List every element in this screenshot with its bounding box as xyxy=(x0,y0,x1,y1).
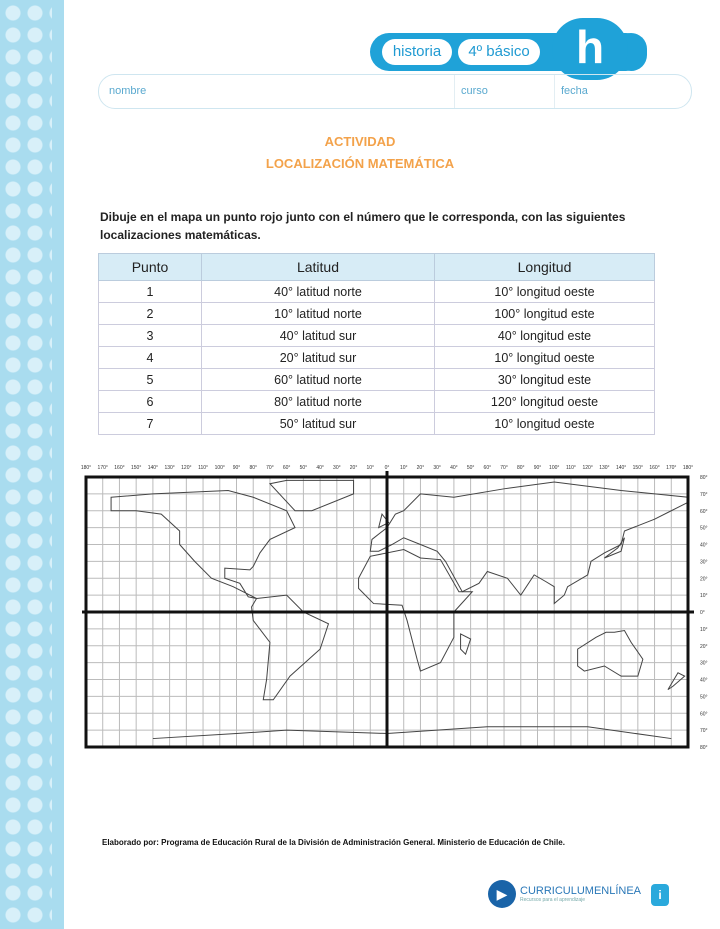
cell-point: 2 xyxy=(99,303,202,325)
longitude-label: 180° xyxy=(682,465,694,471)
cell-longitude: 10° longitud oeste xyxy=(435,281,655,303)
longitude-label: 20° xyxy=(416,465,425,471)
cell-latitude: 40° latitud norte xyxy=(202,281,435,303)
divider xyxy=(454,75,455,108)
table-row xyxy=(99,325,655,347)
cell-latitude: 80° latitud norte xyxy=(202,391,435,413)
cell-point: 1 xyxy=(99,281,202,303)
latitude-label: 20° xyxy=(700,576,708,583)
cell-latitude: 10° latitud norte xyxy=(202,303,435,325)
latitude-label: 0° xyxy=(700,610,705,616)
longitude-label: 40° xyxy=(450,465,458,471)
longitude-label: 50° xyxy=(299,465,308,471)
greenland-outline xyxy=(270,480,354,510)
cell-latitude: 40° latitud sur xyxy=(202,325,435,347)
africa-outline xyxy=(359,550,473,672)
latitude-label: 10° xyxy=(700,626,708,633)
date-field-label: fecha xyxy=(561,85,588,97)
logo-name: CURRICULUMENLÍNEA xyxy=(520,885,642,897)
longitude-label: 100° xyxy=(549,465,560,471)
latitude-label: 40° xyxy=(700,677,708,684)
longitude-label: 90° xyxy=(232,465,241,471)
new-zealand-outline xyxy=(668,673,685,690)
divider xyxy=(554,75,555,108)
latitude-label: 30° xyxy=(700,559,708,566)
header-punto: Punto xyxy=(99,254,202,281)
longitude-label: 70° xyxy=(266,465,274,471)
cell-latitude: 20° latitud sur xyxy=(202,347,435,369)
cell-point: 5 xyxy=(99,369,202,391)
logo-tagline: Recursos para el aprendizaje xyxy=(520,897,586,903)
header-latitud: Latitud xyxy=(202,254,435,281)
longitude-label: 60° xyxy=(282,465,291,471)
longitude-label: 30° xyxy=(333,465,341,471)
latitude-label: 80° xyxy=(700,475,708,481)
table-row xyxy=(99,347,655,369)
longitude-label: 170° xyxy=(97,465,108,471)
longitude-label: 30° xyxy=(433,465,441,471)
latitude-label: 30° xyxy=(700,660,708,667)
cell-latitude: 60° latitud norte xyxy=(202,369,435,391)
longitude-label: 100° xyxy=(214,465,225,471)
cell-longitude: 40° longitud este xyxy=(435,325,655,347)
instructions-text: Dibuje en el mapa un punto rojo junto con el número que le corresponda, con las siguientes localizaciones matemáticas. xyxy=(100,210,626,242)
longitude-label: 90° xyxy=(533,465,542,471)
latitude-label: 80° xyxy=(700,745,708,751)
cell-latitude: 50° latitud sur xyxy=(202,413,435,435)
cell-point: 3 xyxy=(99,325,202,347)
header-longitud: Longitud xyxy=(435,254,655,281)
activity-title: ACTIVIDAD xyxy=(324,134,396,149)
play-icon: ▶ xyxy=(488,880,516,908)
latitude-label: 20° xyxy=(700,643,708,650)
cell-longitude: 10° longitud oeste xyxy=(435,347,655,369)
longitude-label: 20° xyxy=(349,465,358,471)
name-field-label: nombre xyxy=(109,85,147,97)
subject-pill: historia xyxy=(382,39,452,65)
longitude-label: 80° xyxy=(516,465,525,471)
latitude-label: 60° xyxy=(700,508,708,515)
latitude-label: 60° xyxy=(700,711,708,718)
cell-longitude: 30° longitud este xyxy=(435,369,655,391)
cell-longitude: 100° longitud este xyxy=(435,303,655,325)
longitude-label: 170° xyxy=(666,465,677,471)
curriculum-logo xyxy=(488,880,641,908)
longitude-label: 10° xyxy=(399,465,408,471)
longitude-label: 160° xyxy=(114,465,125,471)
longitude-label: 10° xyxy=(366,465,375,471)
activity-subtitle: LOCALIZACIÓN MATEMÁTICA xyxy=(265,156,455,171)
coordinates-table xyxy=(98,253,655,435)
longitude-label: 160° xyxy=(649,465,660,471)
footer-credit: Elaborado por: Programa de Educación Rural de la División de Administración General. Ministerio de Educación de Chile. xyxy=(102,838,565,847)
latitude-label: 50° xyxy=(700,525,708,532)
longitude-label: 110° xyxy=(565,465,576,471)
longitude-label: 150° xyxy=(632,465,644,471)
longitude-label: 70° xyxy=(500,465,508,471)
cell-longitude: 120° longitud oeste xyxy=(435,391,655,413)
longitude-label: 140° xyxy=(147,465,159,471)
longitude-label: 40° xyxy=(316,465,324,471)
longitude-label: 140° xyxy=(615,465,627,471)
table-row xyxy=(99,303,655,325)
longitude-label: 150° xyxy=(130,465,142,471)
longitude-label: 120° xyxy=(582,465,593,471)
longitude-label: 120° xyxy=(181,465,192,471)
student-info-bar xyxy=(98,74,692,109)
longitude-label: 60° xyxy=(483,465,492,471)
cell-point: 6 xyxy=(99,391,202,413)
grade-pill: 4º básico xyxy=(458,39,540,65)
course-field-label: curso xyxy=(461,85,488,97)
latitude-label: 50° xyxy=(700,694,708,701)
cell-point: 7 xyxy=(99,413,202,435)
longitude-label: 180° xyxy=(80,465,92,471)
table-row xyxy=(99,281,655,303)
cell-longitude: 10° longitud oeste xyxy=(435,413,655,435)
madagascar-outline xyxy=(461,634,471,654)
antarctica-outline xyxy=(153,727,671,739)
info-badge-icon: i xyxy=(651,884,669,906)
cell-point: 4 xyxy=(99,347,202,369)
table-row xyxy=(99,369,655,391)
table-row xyxy=(99,413,655,435)
longitude-label: 110° xyxy=(198,465,209,471)
latitude-label: 10° xyxy=(700,593,708,600)
longitude-label: 0° xyxy=(384,465,390,471)
latitude-label: 70° xyxy=(700,728,708,735)
longitude-label: 80° xyxy=(249,465,258,471)
eurasia-outline xyxy=(370,482,688,604)
world-map-grid xyxy=(80,458,710,758)
latitude-label: 70° xyxy=(700,491,708,498)
latitude-label: 40° xyxy=(700,542,708,549)
subject-letter-logo: h xyxy=(552,18,628,80)
longitude-label: 50° xyxy=(466,465,475,471)
longitude-label: 130° xyxy=(599,465,610,471)
table-row xyxy=(99,391,655,413)
longitude-label: 130° xyxy=(164,465,175,471)
